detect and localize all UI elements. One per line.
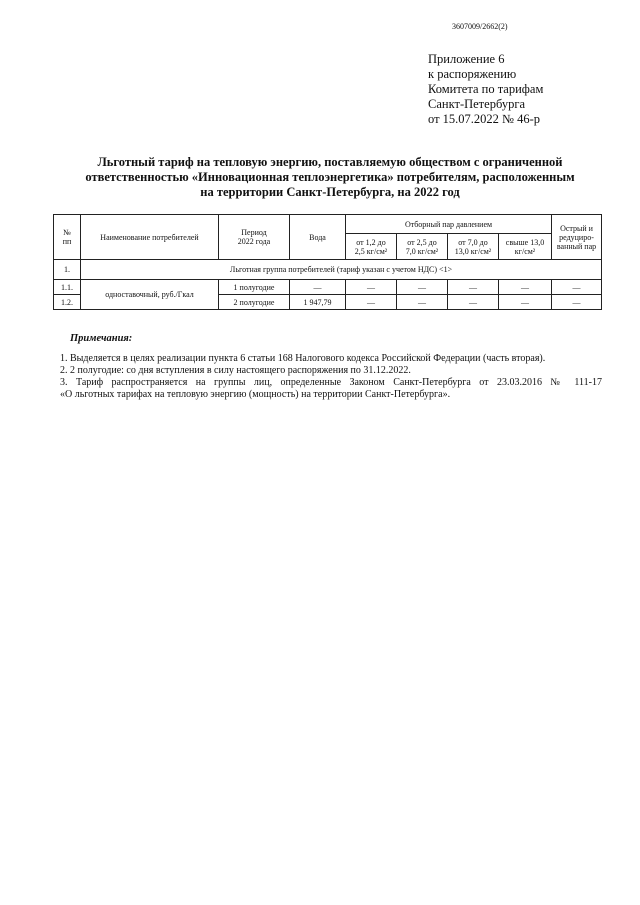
header-pressure-4: свыше 13,0 кг/см² [499,234,552,260]
table-row [54,280,602,295]
water-cell: — [290,280,346,295]
appendix-line: от 15.07.2022 № 46-р [428,112,541,126]
pressure-1-cell: — [346,295,397,310]
pressure-2-cell: — [397,280,448,295]
header-consumer: Наименование потребителей [81,215,219,260]
water-cell: 1 947,79 [290,295,346,310]
note-item: 1. Выделяется в целях реализации пункта 6 статьи 168 Налогового кодекса Российской Федерации (часть вторая). [60,353,546,364]
sharp-steam-cell: — [552,295,602,310]
document-title [60,155,600,200]
title-line: ответственностью «Инновационная теплоэнергетика» потребителям, расположенным [85,170,575,184]
pressure-1-cell: — [346,280,397,295]
header-pressure-2: от 2,5 до 7,0 кг/см² [397,234,448,260]
header-period: Период 2022 года [219,215,290,260]
appendix-line: Санкт-Петербурга [428,97,526,111]
row-number: 1.2. [54,295,81,310]
row-number: 1.1. [54,280,81,295]
note-item: 3. Тариф распространяется на группы лиц, определенные Законом Санкт-Петербурга от 23.03.2016 № 111-17 [60,377,602,388]
pressure-4-cell: — [499,295,552,310]
sharp-steam-cell: — [552,280,602,295]
pressure-3-cell: — [448,295,499,310]
period-cell: 1 полугодие [219,280,290,295]
title-line: Льготный тариф на тепловую энергию, поставляемую обществом с ограниченной [97,155,563,169]
group-label: Льготная группа потребителей (тариф указан с учетом НДС) <1> [81,260,602,280]
appendix-line: Комитета по тарифам [428,82,544,96]
pressure-4-cell: — [499,280,552,295]
pressure-3-cell: — [448,280,499,295]
table-row [54,260,602,280]
header-steam: Отборный пар давлением [346,215,552,234]
notes-title: Примечания: [70,333,133,344]
header-pressure-1: от 1,2 до 2,5 кг/см² [346,234,397,260]
tariff-table [53,214,602,310]
document-number: 3607009/2662(2) [452,22,508,31]
consumer-cell: одноставочный, руб./Гкал [81,280,219,310]
header-pressure-3: от 7,0 до 13,0 кг/см² [448,234,499,260]
title-line: на территории Санкт-Петербурга, на 2022 год [200,185,460,199]
pressure-2-cell: — [397,295,448,310]
appendix-line: Приложение 6 [428,52,505,66]
header-number: № пп [54,215,81,260]
appendix-line: к распоряжению [428,67,517,81]
note-item: 2. 2 полугодие: со дня вступления в силу настоящего распоряжения по 31.12.2022. [60,365,411,376]
note-item: «О льготных тарифах на тепловую энергию (мощность) на территории Санкт-Петербурга». [60,389,451,400]
period-cell: 2 полугодие [219,295,290,310]
notes-block [60,353,602,401]
header-water: Вода [290,215,346,260]
row-number: 1. [54,260,81,280]
header-sharp-steam: Острый и редуциро- ванный пар [552,215,602,260]
appendix-block [428,52,543,127]
